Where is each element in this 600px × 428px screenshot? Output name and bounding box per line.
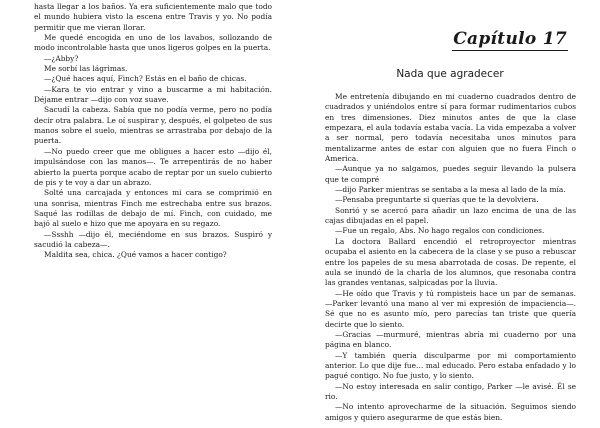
paragraph: —Pensaba preguntarte si querías que te la devolviera. [335,195,539,205]
paragraph: —Y también quería disculparme por mi comportamiento anterior. Lo que dije fue… mal educado. Pero estaba enfadado y lo pagué contigo. No fue justo, y lo siento. [325,350,576,381]
paragraph: —¿Qué haces aquí, Finch? Estás en el baño de chicas. [44,74,247,84]
paragraph: Solté una carcajada y entonces mi cara se comprimió en una sonrisa, mientras Finch me estrechaba entre sus brazos. Saqué las rodillas de debajo de mí. Finch, con cuidado, me bajó al suelo e hizo que me apoyara en su regazo. [34,188,272,229]
paragraph: Me quedé encogida en uno de los lavabos, sollozando de modo incontrolable hasta que unos ligeros golpes en la puerta. [34,33,272,53]
paragraph: —No puedo creer que me obligues a hacer esto —dijo él, impulsándose con las manos—. Te arrepentirás de no haber abierto la puerta porque acabo de reptar por un suelo cubierto de pis y te voy a dar un abrazo. [34,146,272,187]
paragraph: Maldita sea, chica. ¿Qué vamos a hacer contigo? [44,250,227,260]
paragraph: —No estoy interesada en salir contigo, Parker —le avisé. Él se rio. [325,381,576,401]
paragraph: —Gracias —murmuré, mientras abría mi cuaderno por una página en blanco. [325,329,576,350]
paragraph: —No intento aprovecharme de la situación. Seguimos siendo amigos y quiero asegurarme de que estás bien. [325,402,576,422]
paragraph: —¿Abby? [44,53,79,63]
paragraph: La doctora Ballard encendió el retroproyector mientras ocupaba el asiento en la cabecera de la clase y se puso a rebuscar entre los papeles de su mesa abarrotada de cosas. De repente, el aula se inundó de la charla de los alumnos, que resonaba contra las grandes ventanas, salpicadas por la lluvia. [325,236,576,288]
paragraph: —He oído que Travis y tú rompisteis hace un par de semanas. —Parker levantó una mano al ver mi expresión de impaciencia—. Sé que no es asunto mío, pero parecías tan triste que quería decirte que lo siento. [325,288,576,329]
paragraph: Me entretenía dibujando en mi cuaderno cuadrados dentro de cuadrados y uniéndolos entre sí para formar rudimentarios cubos en tres dimensiones. Diez minutos antes de que la clase empezara, el aula todavía estaba vacía. La vida empezaba a volver a ser normal, pero todavía necesitaba unos minutos para mentalizarme antes de estar con alguien que no fuera Finch o America. [325,92,576,164]
paragraph: —Aunque ya no salgamos, puedes seguir llevando la pulsera que te compré [325,164,576,184]
paragraph: —Fue un regalo, Abs. No hago regalos con condiciones. [335,226,545,236]
chapter-title: Nada que agradecer [396,68,504,80]
paragraph: Sonrió y se acercó para añadir un lazo encima de una de las cajas dibujadas en el papel. [325,205,576,226]
left-page-text [34,2,272,261]
paragraph: Me sorbí las lágrimas. [44,64,128,74]
chapter-number: Capítulo 17 [453,29,567,49]
paragraph: hasta llegar a los baños. Ya era suficientemente malo que todo el mundo hubiera visto la escena entre Travis y yo. No podía permitir que me vieran llorar. [34,2,272,32]
right-page [300,0,600,428]
right-page-text [325,92,576,423]
paragraph: Sacudí la cabeza. Sabía que no podía verme, pero no podía decir otra palabra. Le oí suspirar y, después, el golpeteo de sus manos sobre el suelo, mientras se arrastraba por debajo de la puerta. [34,105,272,146]
paragraph: —dijo Parker mientras se sentaba a la mesa al lado de la mía. [335,185,566,195]
paragraph: —Ssshh —dijo él, meciéndome en sus brazos. Suspiró y sacudió la cabeza—. [34,229,272,249]
paragraph: —Kara te vio entrar y vino a buscarme a mi habitación. Déjame entrar —dijo con voz suave. [34,84,272,105]
